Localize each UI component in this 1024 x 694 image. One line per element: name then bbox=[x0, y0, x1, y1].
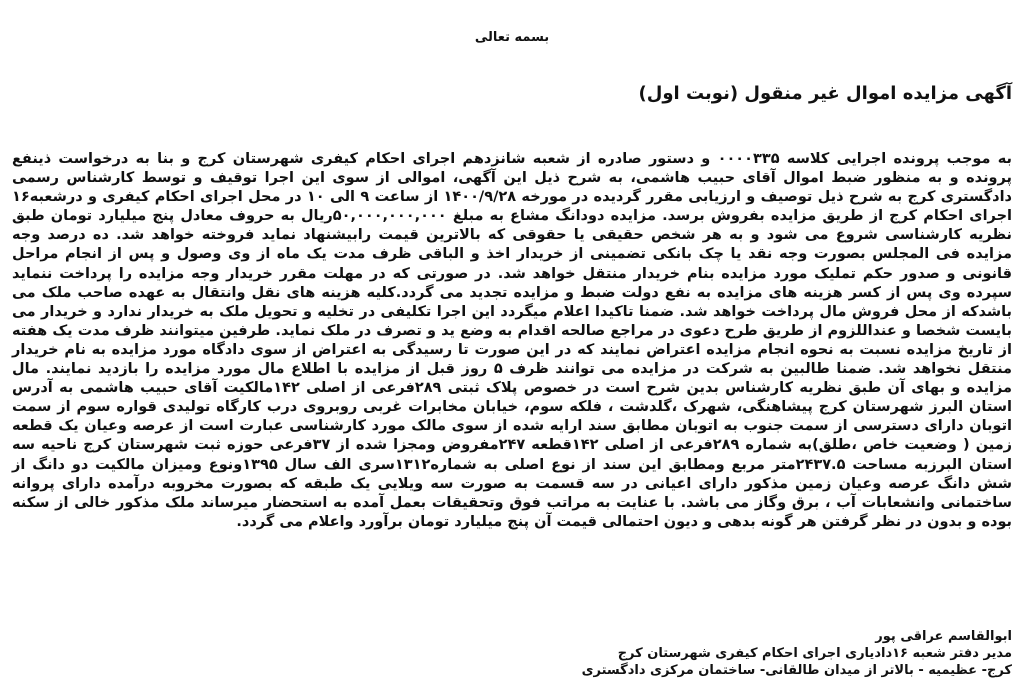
notice-body: به موجب پرونده اجرایی کلاسه ۰۰۰۰۳۳۵ و دستور صادره از شعبه شانزدهم اجرای احکام کیفری شهرستان کرج و بنا به درخواست ذینفع پرونده و به منظور ضبط اموال آقای حبیب هاشمی، به شرح ذیل این آگهی، اموالی از سوی این اجرا توقیف و توسط کارشناس رسمی دادگستری کرج به شرح ذیل توصیف و ارزیابی مقرر گردیده در مورخه ۱۴۰۰/۹/۲۸ از ساعت ۹ الی ۱۰ در محل اجرای احکام کیفری و درشعبه۱۶ اجرای احکام کرج از طریق مزایده بفروش برسد. مزایده دودانگ مشاع به مبلغ ۵۰,۰۰۰,۰۰۰,۰۰۰ریال به حروف معادل پنج میلیارد تومان طبق نظریه کارشناسی شروع می شود و به هر شخص حقیقی یا حقوقی که بالاترین قیمت رابیشنهاد نماید فروخته خواهد شد. ده درصد وجه مزایده فی المجلس بصورت وجه نقد یا چک بانکی تضمینی از خریدار اخذ و الباقی ظرف مدت یک ماه از وی وصول و پس از انجام مراحل قانونی و صدور حکم تملیک مورد مزایده بنام خریدار منتقل خواهد شد. در صورتی که در مهلت مقرر خریدار وجه مزایده را پرداخت ننماید سپرده وی پس از کسر هزینه های مزایده به نفع دولت ضبط و مزایده تجدید می گردد.کلیه هزینه های نقل وانتقال به عهده صاحب ملک می باشدکه از محل فروش مال پرداخت خواهد شد. ضمنا تاکیدا اعلام میگردد این اجرا تکلیفی در تخلیه و تحویل ملک به خریدار ندارد و خریدار می بایست شخصا و عنداللزوم از طریق طرح دعوی در مراجع صالحه اقدام به وضع ید و تصرف در ملک نماید. طرفین میتوانند ظرف مدت یک هفته از تاریخ مزایده نسبت به نحوه انجام مزایده اعتراض نمایند که در این صورت تا رسیدگی به اعتراض از سوی دادگاه مورد مزایده به نام خریدار منتقل نخواهد شد. ضمنا طالبین به شرکت در مزایده می توانند ظرف ۵ روز قبل از مزایده با اطلاع مال مورد مزایده را بازدید نمایند. مال مزایده و بهای آن طبق نظریه کارشناس بدین شرح است در خصوص پلاک ثبتی ۲۸۹فرعی از اصلی ۱۴۲مالکیت آقای حبیب هاشمی به آدرس استان البرز شهرستان کرج پیشاهنگی، شهرک ،گلدشت ، فلکه سوم، خیابان مخابرات غربی روبروی درب کارگاه تولیدی قواره سوم از سمت اتوبان دارای دسترسی از سمت جنوب به اتوبان مطابق سند ارایه شده از سوی مالک مورد کارشناسی عبارت است از عرصه وعیان یک قطعه زمین ( وضعیت خاص ،طلق)به شماره ۲۸۹فرعی از اصلی ۱۴۲قطعه ۲۴۷مفروض ومجزا شده از ۳۷فرعی حوزه ثبت شهرستان کرج ناحیه سه استان البرزبه مساحت ۲۴۳۷.۵متر مربع ومطابق این سند از نوع اصلی به شماره۱۳۱۲سری الف سال ۱۳۹۵ونوع ومیزان مالکیت دو دانگ از شش دانگ عرصه وعیان زمین مذکور دارای اعیانی در سه قسمت به صورت سه ویلایی یک طبقه که بصورت مخروبه درآمده دارای پروانه ساختمانی وانشعابات آب ، برق وگاز می باشد. با عنایت به مراتب فوق وتحقیقات بعمل آمده به استحضار میرساند ملک مذکور خالی از سکنه بوده و بدون در نظر گرفتن هر گونه بدهی و دیون احتمالی قیمت آن پنج میلیارد تومان برآورد واعلام می گردد. bbox=[12, 151, 1013, 530]
notice-title: آگهی مزایده اموال غیر منقول (نوبت اول) bbox=[638, 83, 1012, 104]
basmala-heading: بسمه تعالی bbox=[474, 30, 550, 45]
signature-block bbox=[582, 628, 1012, 679]
office-address: کرج- عظیمیه - بالاتر از میدان طالقانی- ساختمان مرکزی دادگستری bbox=[581, 663, 1012, 678]
signatory-position: مدیر دفتر شعبه ۱۶دادیاری اجرای احکام کیفری شهرستان کرج bbox=[617, 646, 1012, 661]
signatory-name: ابوالقاسم عراقی پور bbox=[875, 629, 1012, 644]
